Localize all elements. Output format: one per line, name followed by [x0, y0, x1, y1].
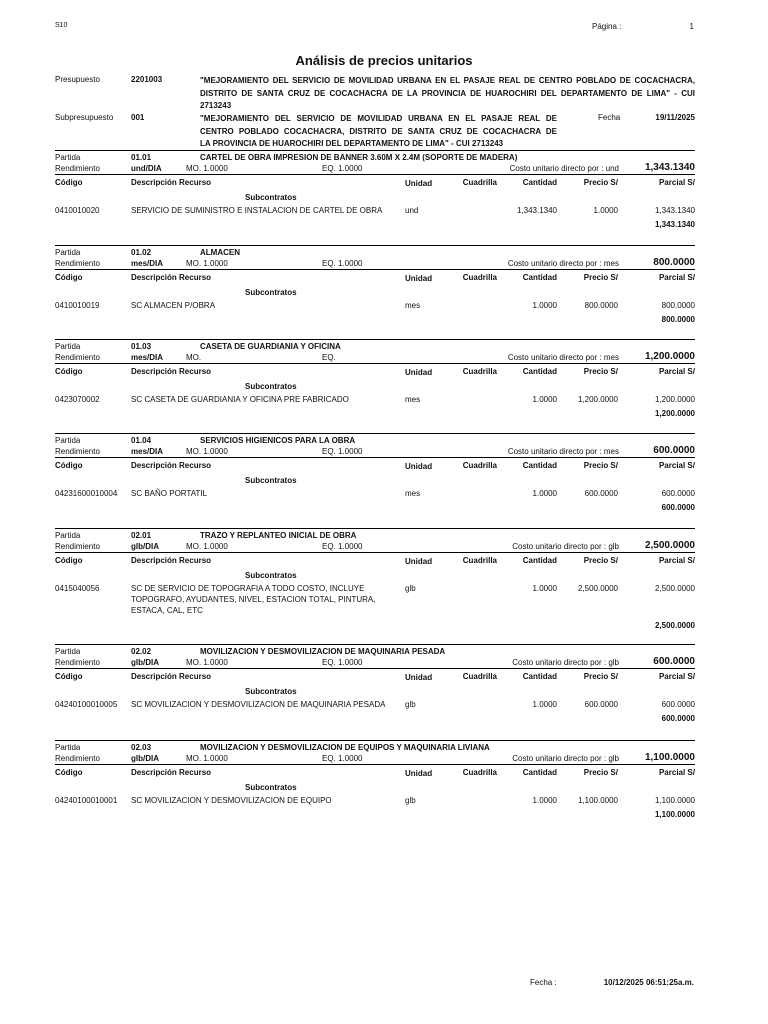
- resource-code: 0410010019: [55, 301, 100, 310]
- costo-value: 1,100.0000: [644, 752, 695, 763]
- rendimiento-unit: glb/DIA: [131, 542, 159, 551]
- report-code: S10: [55, 22, 68, 29]
- resource-precio: 2,500.0000: [577, 584, 618, 593]
- resource-description: TOPOGRAFO, AYUDANTES, NIVEL, ESTACION TOTAL, PINTURA,: [131, 595, 376, 604]
- mo-value: MO. 1.0000: [186, 447, 228, 456]
- subtotal-value: 600.0000: [661, 503, 695, 512]
- costo-label: Costo unitario directo por : und: [509, 164, 619, 173]
- header-rule: [55, 552, 695, 553]
- fecha-value: 19/11/2025: [655, 113, 695, 122]
- presupuesto-line: 2713243: [200, 101, 232, 110]
- col-descripcion: Descripción Recurso: [131, 178, 212, 187]
- section-top-rule: [55, 528, 695, 529]
- costo-value: 2,500.0000: [644, 540, 695, 551]
- resource-parcial: 800.0000: [661, 301, 695, 310]
- mo-value: MO. 1.0000: [186, 658, 228, 667]
- col-parcial: Parcial S/: [658, 672, 695, 681]
- resource-precio: 1,100.0000: [577, 796, 618, 805]
- page-label: Página :: [592, 22, 622, 31]
- col-parcial: Parcial S/: [658, 367, 695, 376]
- col-descripcion: Descripción Recurso: [131, 556, 212, 565]
- costo-value: 1,343.1340: [644, 162, 695, 173]
- presupuesto-label: Presupuesto: [55, 75, 100, 84]
- col-codigo: Código: [55, 273, 83, 282]
- resource-precio: 1,200.0000: [577, 395, 618, 404]
- section-top-rule: [55, 339, 695, 340]
- resource-cantidad: 1.0000: [532, 489, 557, 498]
- rendimiento-label: Rendimiento: [55, 447, 100, 456]
- rendimiento-unit: mes/DIA: [131, 259, 164, 268]
- resource-precio: 1.0000: [593, 206, 618, 215]
- subpresupuesto-line: LA PROVINCIA DE HUAROCHIRI DEL DEPARTAMENTO DE LIMA" - CUI 2713243: [200, 139, 504, 148]
- partida-code: 01.01: [131, 153, 152, 162]
- subpresupuesto-code: 001: [131, 113, 145, 122]
- partida-label: Partida: [55, 342, 81, 351]
- col-codigo: Código: [55, 461, 83, 470]
- costo-value: 800.0000: [653, 257, 695, 268]
- header-rule: [55, 668, 695, 669]
- resource-parcial: 1,200.0000: [654, 395, 695, 404]
- col-descripcion: Descripción Recurso: [131, 672, 212, 681]
- costo-label: Costo unitario directo por : glb: [512, 754, 619, 763]
- col-precio: Precio S/: [583, 672, 618, 681]
- subcontratos-label: Subcontratos: [245, 687, 297, 696]
- partida-name: MOVILIZACION Y DESMOVILIZACION DE EQUIPOS Y MAQUINARIA LIVIANA: [200, 743, 490, 752]
- resource-cantidad: 1,343.1340: [516, 206, 557, 215]
- subtotal-value: 1,343.1340: [654, 220, 695, 229]
- subcontratos-label: Subcontratos: [245, 382, 297, 391]
- header-rule: [55, 764, 695, 765]
- mo-value: MO. 1.0000: [186, 259, 228, 268]
- rendimiento-unit: glb/DIA: [131, 658, 159, 667]
- col-cuadrilla: Cuadrilla: [462, 273, 497, 282]
- presupuesto-description: [200, 75, 695, 113]
- resource-parcial: 600.0000: [661, 700, 695, 709]
- resource-parcial: 1,100.0000: [654, 796, 695, 805]
- mo-value: MO. 1.0000: [186, 754, 228, 763]
- resource-unit: mes: [405, 301, 421, 310]
- footer-fecha-label: Fecha :: [530, 978, 557, 987]
- resource-precio: 800.0000: [584, 301, 618, 310]
- resource-cantidad: 1.0000: [532, 584, 557, 593]
- partida-name: CASETA DE GUARDIANIA Y OFICINA: [200, 342, 341, 351]
- col-descripcion: Descripción Recurso: [131, 768, 212, 777]
- col-descripcion: Descripción Recurso: [131, 367, 212, 376]
- eq-value: EQ.: [322, 353, 336, 362]
- costo-label: Costo unitario directo por : mes: [507, 447, 619, 456]
- resource-description: ESTACA, CAL, ETC: [131, 606, 203, 615]
- col-cuadrilla: Cuadrilla: [462, 367, 497, 376]
- col-cantidad: Cantidad: [522, 461, 557, 470]
- col-codigo: Código: [55, 367, 83, 376]
- mo-value: MO. 1.0000: [186, 542, 228, 551]
- col-cantidad: Cantidad: [522, 672, 557, 681]
- partida-name: MOVILIZACION Y DESMOVILIZACION DE MAQUINARIA PESADA: [200, 647, 446, 656]
- resource-description: SC CASETA DE GUARDIANIA Y OFICINA PRE FABRICADO: [131, 395, 349, 404]
- rendimiento-unit: mes/DIA: [131, 447, 164, 456]
- page-number: 1: [689, 22, 694, 31]
- col-cuadrilla: Cuadrilla: [462, 672, 497, 681]
- subpresupuesto-line: CENTRO POBLADO COCACHACRA, DISTRITO DE SANTA CRUZ DE COCACHACRA DE: [200, 126, 557, 136]
- costo-label: Costo unitario directo por : mes: [507, 353, 619, 362]
- col-cantidad: Cantidad: [522, 273, 557, 282]
- costo-label: Costo unitario directo por : glb: [512, 542, 619, 551]
- header-rule: [55, 457, 695, 458]
- col-unidad: Unidad: [405, 179, 433, 188]
- col-precio: Precio S/: [583, 768, 618, 777]
- mo-value: MO.: [186, 353, 202, 362]
- col-parcial: Parcial S/: [658, 556, 695, 565]
- partida-label: Partida: [55, 743, 81, 752]
- section-top-rule: [55, 433, 695, 434]
- resource-precio: 600.0000: [584, 489, 618, 498]
- col-descripcion: Descripción Recurso: [131, 461, 212, 470]
- rendimiento-label: Rendimiento: [55, 259, 100, 268]
- presupuesto-line: "MEJORAMIENTO DEL SERVICIO DE MOVILIDAD URBANA EN EL PASAJE REAL DE CENTRO POBLADO DE COCACHACRA,: [200, 76, 695, 85]
- eq-value: EQ. 1.0000: [322, 658, 363, 667]
- resource-description: SC ALMACEN P/OBRA: [131, 301, 216, 310]
- col-codigo: Código: [55, 556, 83, 565]
- partida-label: Partida: [55, 647, 81, 656]
- resource-description: SC DE SERVICIO DE TOPOGRAFIA A TODO COSTO, INCLUYE: [131, 584, 365, 593]
- header-rule: [55, 363, 695, 364]
- resource-cantidad: 1.0000: [532, 796, 557, 805]
- partida-code: 02.02: [131, 647, 152, 656]
- section-top-rule: [55, 150, 695, 151]
- rendimiento-unit: und/DIA: [131, 164, 162, 173]
- subtotal-value: 800.0000: [661, 315, 695, 324]
- partida-name: CARTEL DE OBRA IMPRESION DE BANNER 3.60M X 2.4M (SOPORTE DE MADERA): [200, 153, 518, 162]
- costo-value: 600.0000: [653, 656, 695, 667]
- resource-description: SC MOVILIZACION Y DESMOVILIZACION DE EQUIPO: [131, 796, 332, 805]
- partida-name: TRAZO Y REPLANTEO INICIAL DE OBRA: [200, 531, 357, 540]
- col-cuadrilla: Cuadrilla: [462, 768, 497, 777]
- col-unidad: Unidad: [405, 557, 433, 566]
- subtotal-value: 1,100.0000: [654, 810, 695, 819]
- subtotal-value: 2,500.0000: [654, 621, 695, 630]
- eq-value: EQ. 1.0000: [322, 164, 363, 173]
- partida-code: 02.03: [131, 743, 152, 752]
- costo-value: 1,200.0000: [644, 351, 695, 362]
- resource-cantidad: 1.0000: [532, 301, 557, 310]
- col-unidad: Unidad: [405, 673, 433, 682]
- section-top-rule: [55, 245, 695, 246]
- col-unidad: Unidad: [405, 368, 433, 377]
- resource-description: SC MOVILIZACION Y DESMOVILIZACION DE MAQUINARIA PESADA: [131, 700, 386, 709]
- col-parcial: Parcial S/: [658, 461, 695, 470]
- eq-value: EQ. 1.0000: [322, 542, 363, 551]
- resource-unit: glb: [405, 796, 416, 805]
- subcontratos-label: Subcontratos: [245, 571, 297, 580]
- col-parcial: Parcial S/: [658, 273, 695, 282]
- subpresupuesto-label: Subpresupuesto: [55, 113, 114, 122]
- col-precio: Precio S/: [583, 461, 618, 470]
- subpresupuesto-line: "MEJORAMIENTO DEL SERVICIO DE MOVILIDAD URBANA EN EL PASAJE REAL DE: [200, 114, 557, 123]
- col-codigo: Código: [55, 672, 83, 681]
- col-cuadrilla: Cuadrilla: [462, 178, 497, 187]
- rendimiento-label: Rendimiento: [55, 658, 100, 667]
- rendimiento-unit: mes/DIA: [131, 353, 164, 362]
- mo-value: MO. 1.0000: [186, 164, 228, 173]
- resource-unit: glb: [405, 700, 416, 709]
- resource-unit: mes: [405, 489, 421, 498]
- subtotal-value: 600.0000: [661, 714, 695, 723]
- rendimiento-label: Rendimiento: [55, 542, 100, 551]
- col-precio: Precio S/: [583, 178, 618, 187]
- resource-parcial: 600.0000: [661, 489, 695, 498]
- costo-value: 600.0000: [653, 445, 695, 456]
- footer-fecha-value: 10/12/2025 06:51:25a.m.: [603, 978, 694, 987]
- resource-description: SERVICIO DE SUMINISTRO E INSTALACION DE CARTEL DE OBRA: [131, 206, 383, 215]
- fecha-label: Fecha: [598, 113, 621, 122]
- col-unidad: Unidad: [405, 274, 433, 283]
- col-cuadrilla: Cuadrilla: [462, 461, 497, 470]
- col-unidad: Unidad: [405, 462, 433, 471]
- col-cantidad: Cantidad: [522, 178, 557, 187]
- rendimiento-label: Rendimiento: [55, 754, 100, 763]
- col-precio: Precio S/: [583, 556, 618, 565]
- eq-value: EQ. 1.0000: [322, 259, 363, 268]
- col-codigo: Código: [55, 768, 83, 777]
- presupuesto-code: 2201003: [131, 75, 163, 84]
- rendimiento-label: Rendimiento: [55, 164, 100, 173]
- subcontratos-label: Subcontratos: [245, 476, 297, 485]
- partida-code: 02.01: [131, 531, 152, 540]
- resource-code: 0410010020: [55, 206, 100, 215]
- partida-label: Partida: [55, 153, 81, 162]
- resource-code: 04240100010001: [55, 796, 118, 805]
- col-cantidad: Cantidad: [522, 556, 557, 565]
- partida-label: Partida: [55, 436, 81, 445]
- col-unidad: Unidad: [405, 769, 433, 778]
- col-cantidad: Cantidad: [522, 367, 557, 376]
- partida-code: 01.02: [131, 248, 152, 257]
- resource-precio: 600.0000: [584, 700, 618, 709]
- partida-label: Partida: [55, 248, 81, 257]
- col-codigo: Código: [55, 178, 83, 187]
- resource-code: 0415040056: [55, 584, 100, 593]
- subpresupuesto-description: [200, 113, 557, 151]
- col-parcial: Parcial S/: [658, 768, 695, 777]
- page-title: Análisis de precios unitarios: [295, 53, 473, 68]
- header-rule: [55, 174, 695, 175]
- partida-name: ALMACEN: [200, 248, 240, 257]
- resource-code: 04231600010004: [55, 489, 118, 498]
- eq-value: EQ. 1.0000: [322, 754, 363, 763]
- resource-parcial: 2,500.0000: [654, 584, 695, 593]
- resource-code: 0423070002: [55, 395, 100, 404]
- rendimiento-label: Rendimiento: [55, 353, 100, 362]
- costo-label: Costo unitario directo por : mes: [507, 259, 619, 268]
- eq-value: EQ. 1.0000: [322, 447, 363, 456]
- resource-code: 04240100010005: [55, 700, 118, 709]
- section-top-rule: [55, 740, 695, 741]
- resource-unit: glb: [405, 584, 416, 593]
- col-cuadrilla: Cuadrilla: [462, 556, 497, 565]
- resource-unit: mes: [405, 395, 421, 404]
- presupuesto-line: DISTRITO DE SANTA CRUZ DE COCACHACRA DE LA PROVINCIA DE HUAROCHIRI DEL DEPARTAMENTO DE LIMA" - CUI: [200, 88, 695, 98]
- header-rule: [55, 269, 695, 270]
- partida-name: SERVICIOS HIGIENICOS PARA LA OBRA: [200, 436, 356, 445]
- col-precio: Precio S/: [583, 367, 618, 376]
- resource-parcial: 1,343.1340: [654, 206, 695, 215]
- resource-unit: und: [405, 206, 419, 215]
- partida-code: 01.04: [131, 436, 152, 445]
- resource-cantidad: 1.0000: [532, 700, 557, 709]
- subcontratos-label: Subcontratos: [245, 193, 297, 202]
- col-descripcion: Descripción Recurso: [131, 273, 212, 282]
- col-parcial: Parcial S/: [658, 178, 695, 187]
- resource-cantidad: 1.0000: [532, 395, 557, 404]
- col-precio: Precio S/: [583, 273, 618, 282]
- col-cantidad: Cantidad: [522, 768, 557, 777]
- subcontratos-label: Subcontratos: [245, 783, 297, 792]
- costo-label: Costo unitario directo por : glb: [512, 658, 619, 667]
- partida-code: 01.03: [131, 342, 152, 351]
- partida-label: Partida: [55, 531, 81, 540]
- resource-description: SC BAÑO PORTATIL: [131, 489, 208, 498]
- subtotal-value: 1,200.0000: [654, 409, 695, 418]
- section-top-rule: [55, 644, 695, 645]
- subcontratos-label: Subcontratos: [245, 288, 297, 297]
- rendimiento-unit: glb/DIA: [131, 754, 159, 763]
